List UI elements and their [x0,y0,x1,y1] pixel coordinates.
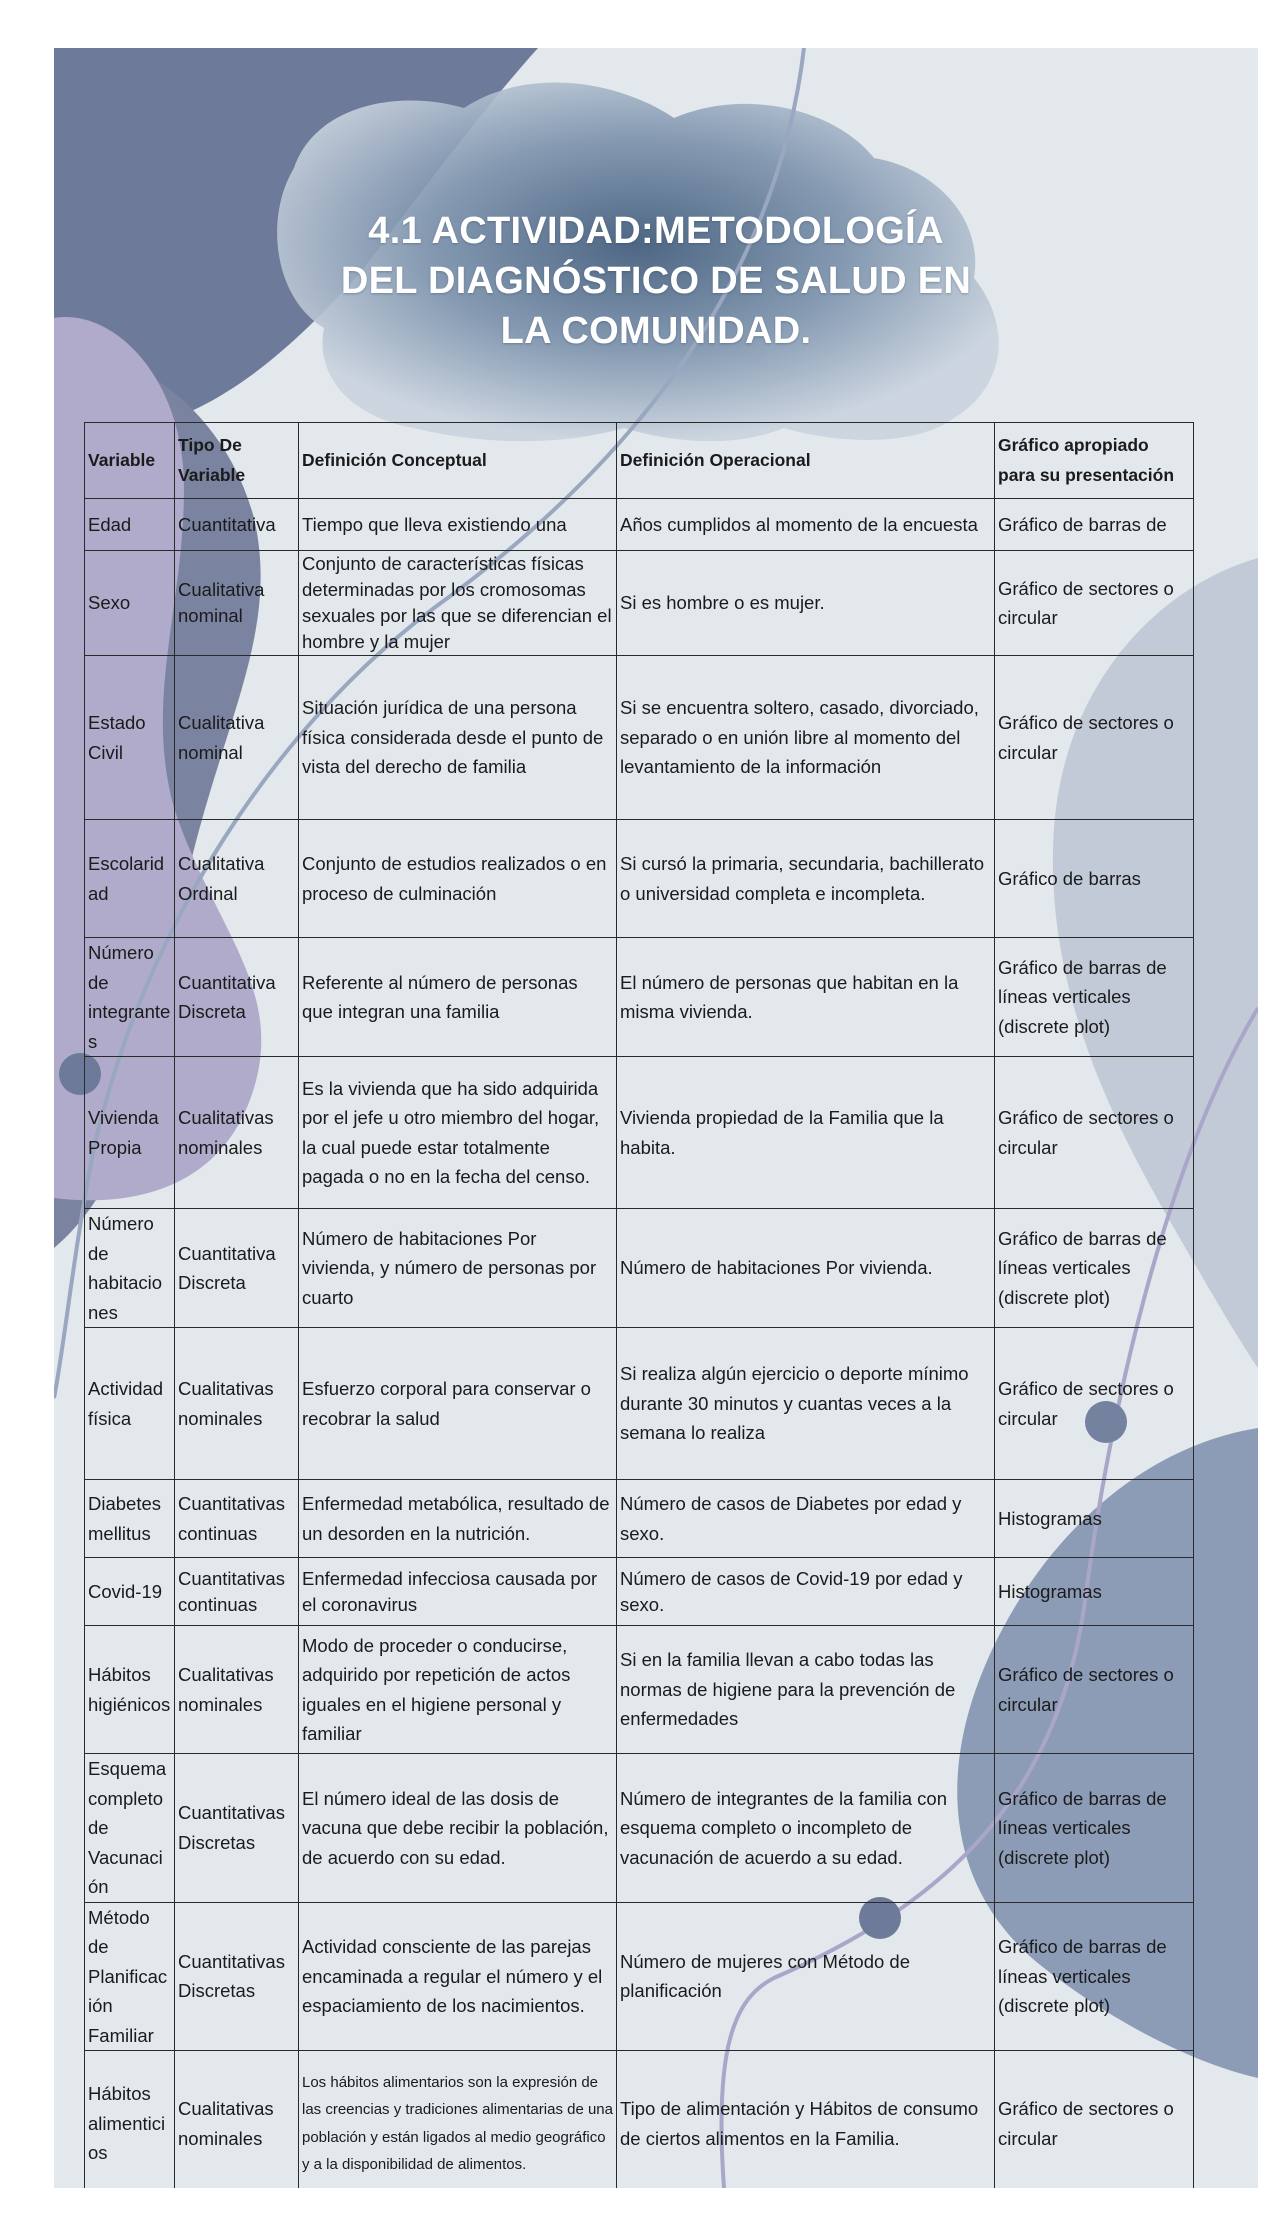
cell-tipo: Cualitativas nominales [175,1626,299,1754]
cell-operacional: Si en la familia llevan a cabo todas las normas de higiene para la prevención de enfermedades [617,1626,995,1754]
cell-tipo: Cuantitativas Discretas [175,1754,299,1903]
cell-grafico: Gráfico de barras [995,820,1194,938]
cell-grafico: Gráfico de sectores o circular [995,656,1194,820]
cell-tipo: Cuantitativa Discreta [175,938,299,1057]
cell-grafico: Gráfico de sectores o circular [995,1328,1194,1480]
header-grafico: Gráfico apropiado para su presentación [995,423,1194,499]
cell-grafico: Gráfico de barras de líneas verticales (discrete plot) [995,1754,1194,1903]
cell-tipo: Cuantitativas Discretas [175,1902,299,2051]
cell-tipo: Cualitativa nominal [175,551,299,656]
table-row [85,499,1194,551]
table-row [85,2051,1194,2189]
title-line-3: LA COMUNIDAD. [500,310,812,352]
title-line-1: 4.1 ACTIVIDAD:METODOLOGÍA [368,210,944,252]
cell-grafico: Gráfico de barras de líneas verticales (discrete plot) [995,1209,1194,1328]
cell-tipo: Cuantitativas continuas [175,1558,299,1626]
cell-conceptual: Conjunto de estudios realizados o en proceso de culminación [299,820,617,938]
cell-conceptual: Es la vivienda que ha sido adquirida por el jefe u otro miembro del hogar, la cual puede estar totalmente pagada o no en la fecha del censo. [299,1057,617,1209]
cell-operacional: Número de mujeres con Método de planificación [617,1902,995,2051]
cell-conceptual: El número ideal de las dosis de vacuna que debe recibir la población, de acuerdo con su edad. [299,1754,617,1903]
cell-variable: Actividad física [85,1328,175,1480]
cell-grafico: Gráfico de sectores o circular [995,551,1194,656]
cell-conceptual: Esfuerzo corporal para conservar o recobrar la salud [299,1328,617,1480]
cell-variable: Edad [85,499,175,551]
table-row [85,1902,1194,2051]
cell-tipo: Cuantitativas continuas [175,1480,299,1558]
cell-variable: Método de Planificación Familiar [85,1902,175,2051]
cell-variable: Sexo [85,551,175,656]
cell-operacional: Número de habitaciones Por vivienda. [617,1209,995,1328]
cell-grafico: Histogramas [995,1558,1194,1626]
table-row [85,820,1194,938]
cell-operacional: Si es hombre o es mujer. [617,551,995,656]
cell-variable: Esquema completo de Vacunación [85,1754,175,1903]
cell-grafico: Gráfico de barras de líneas verticales (discrete plot) [995,1902,1194,2051]
cell-conceptual: Los hábitos alimentarios son la expresión de las creencias y tradiciones alimentarias de una población y están ligados al medio geográfico y a la disponibilidad de alimentos. [299,2051,617,2189]
table-row [85,1558,1194,1626]
cell-conceptual: Número de habitaciones Por vivienda, y número de personas por cuarto [299,1209,617,1328]
page-title [274,206,1038,356]
cell-operacional: Si se encuentra soltero, casado, divorciado, separado o en unión libre al momento del levantamiento de la información [617,656,995,820]
table-row [85,1057,1194,1209]
variables-table [84,422,1194,2188]
table-row [85,1480,1194,1558]
cell-grafico: Gráfico de barras de líneas verticales (discrete plot) [995,938,1194,1057]
cell-variable: Hábitos alimenticios [85,2051,175,2189]
cell-operacional: Si cursó la primaria, secundaria, bachillerato o universidad completa e incompleta. [617,820,995,938]
cell-operacional: Tipo de alimentación y Hábitos de consumo de ciertos alimentos en la Familia. [617,2051,995,2189]
table-row [85,1754,1194,1903]
cell-tipo: Cuantitativa [175,499,299,551]
table-row [85,551,1194,656]
cell-operacional: Si realiza algún ejercicio o deporte mínimo durante 30 minutos y cuantas veces a la semana lo realiza [617,1328,995,1480]
cell-variable: Diabetes mellitus [85,1480,175,1558]
cell-variable: Estado Civil [85,656,175,820]
cell-conceptual: Modo de proceder o conducirse, adquirido por repetición de actos iguales en el higiene personal y familiar [299,1626,617,1754]
cell-grafico: Gráfico de sectores o circular [995,1626,1194,1754]
poster [54,48,1258,2188]
cell-conceptual: Enfermedad infecciosa causada por el coronavirus [299,1558,617,1626]
cell-operacional: Número de integrantes de la familia con esquema completo o incompleto de vacunación de acuerdo a su edad. [617,1754,995,1903]
cell-operacional: Vivienda propiedad de la Familia que la habita. [617,1057,995,1209]
table-row [85,1626,1194,1754]
cell-variable: Número de integrantes [85,938,175,1057]
cell-grafico: Gráfico de sectores o circular [995,2051,1194,2189]
table-row [85,1328,1194,1480]
cell-variable: Escolaridad [85,820,175,938]
header-variable: Variable [85,423,175,499]
cell-grafico: Gráfico de sectores o circular [995,1057,1194,1209]
cell-variable: Número de habitaciones [85,1209,175,1328]
cell-tipo: Cualitativa nominal [175,656,299,820]
cell-grafico: Histogramas [995,1480,1194,1558]
cell-operacional: Años cumplidos al momento de la encuesta [617,499,995,551]
header-operacional: Definición Operacional [617,423,995,499]
cell-conceptual: Actividad consciente de las parejas encaminada a regular el número y el espaciamiento de los nacimientos. [299,1902,617,2051]
cell-conceptual: Conjunto de características físicas determinadas por los cromosomas sexuales por las que se diferencian el hombre y la mujer [299,551,617,656]
table-header-row [85,423,1194,499]
cell-conceptual: Enfermedad metabólica, resultado de un desorden en la nutrición. [299,1480,617,1558]
cell-tipo: Cuantitativa Discreta [175,1209,299,1328]
header-conceptual: Definición Conceptual [299,423,617,499]
cell-grafico: Gráfico de barras de [995,499,1194,551]
title-line-2: DEL DIAGNÓSTICO DE SALUD EN [340,260,972,302]
cell-conceptual: Referente al número de personas que integran una familia [299,938,617,1057]
cell-operacional: Número de casos de Covid-19 por edad y sexo. [617,1558,995,1626]
cell-tipo: Cualitativas nominales [175,1328,299,1480]
cell-operacional: Número de casos de Diabetes por edad y sexo. [617,1480,995,1558]
header-tipo: Tipo De Variable [175,423,299,499]
table-row [85,656,1194,820]
table-row [85,1209,1194,1328]
cell-tipo: Cualitativas nominales [175,2051,299,2189]
cell-conceptual: Tiempo que lleva existiendo una [299,499,617,551]
cell-variable: Covid-19 [85,1558,175,1626]
cell-conceptual: Situación jurídica de una persona física considerada desde el punto de vista del derecho de familia [299,656,617,820]
table-row [85,938,1194,1057]
cell-operacional: El número de personas que habitan en la misma vivienda. [617,938,995,1057]
cell-variable: Vivienda Propia [85,1057,175,1209]
cell-variable: Hábitos higiénicos [85,1626,175,1754]
cell-tipo: Cualitativa Ordinal [175,820,299,938]
cell-tipo: Cualitativas nominales [175,1057,299,1209]
